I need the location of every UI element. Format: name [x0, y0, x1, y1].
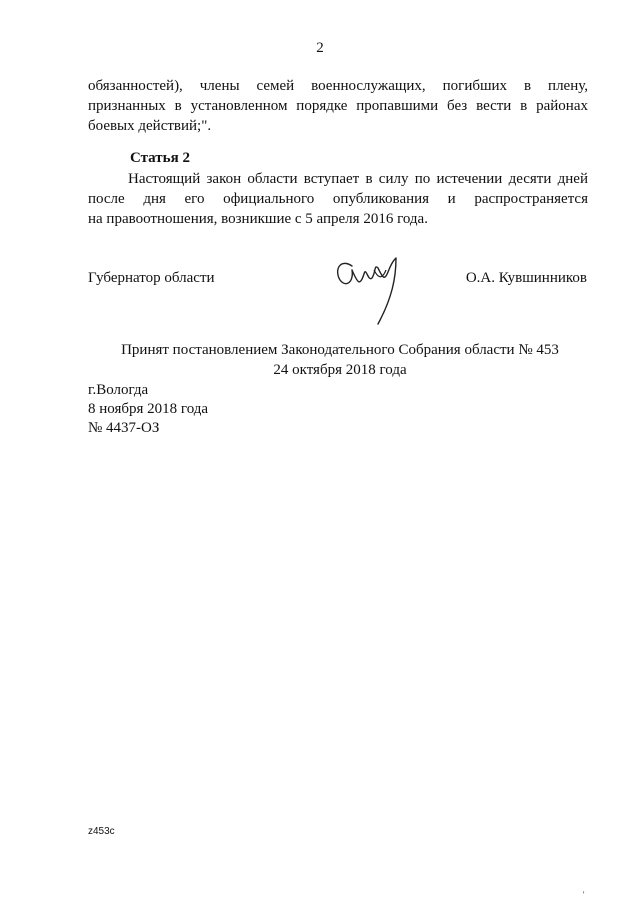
adoption-date: 24 октября 2018 года [273, 362, 407, 378]
article-text [88, 169, 588, 229]
law-number: № 4437-ОЗ [88, 420, 160, 436]
signatory-name: О.А. Кувшинников [465, 270, 587, 286]
article-line: после дня его официального опубликования и распространяется [88, 191, 588, 207]
article-heading: Статья 2 [130, 150, 190, 166]
city: г.Вологда [88, 382, 149, 398]
signatory-title: Губернатор области [88, 270, 215, 286]
signing-date: 8 ноября 2018 года [88, 401, 209, 417]
document-code: z453c [88, 826, 115, 837]
page-number: 2 [316, 40, 324, 56]
handwritten-signature [330, 248, 420, 328]
corner-mark: ' [583, 890, 585, 899]
paragraph-line: обязанностей), члены семей военнослужащих, погибших в плену, [88, 78, 588, 94]
paragraph-continuation [88, 76, 588, 136]
place-and-date [88, 381, 208, 438]
adoption-note [0, 340, 640, 380]
paragraph-line: признанных в установленном порядке пропавшими без вести в районах [88, 98, 588, 114]
article-line: на правоотношения, возникшие с 5 апреля 2016 года. [88, 211, 428, 227]
adoption-line: Принят постановлением Законодательного Собрания области № 453 [121, 342, 559, 358]
paragraph-line: боевых действий;". [88, 118, 212, 134]
article-line: Настоящий закон области вступает в силу по истечении десяти дней [128, 171, 588, 187]
